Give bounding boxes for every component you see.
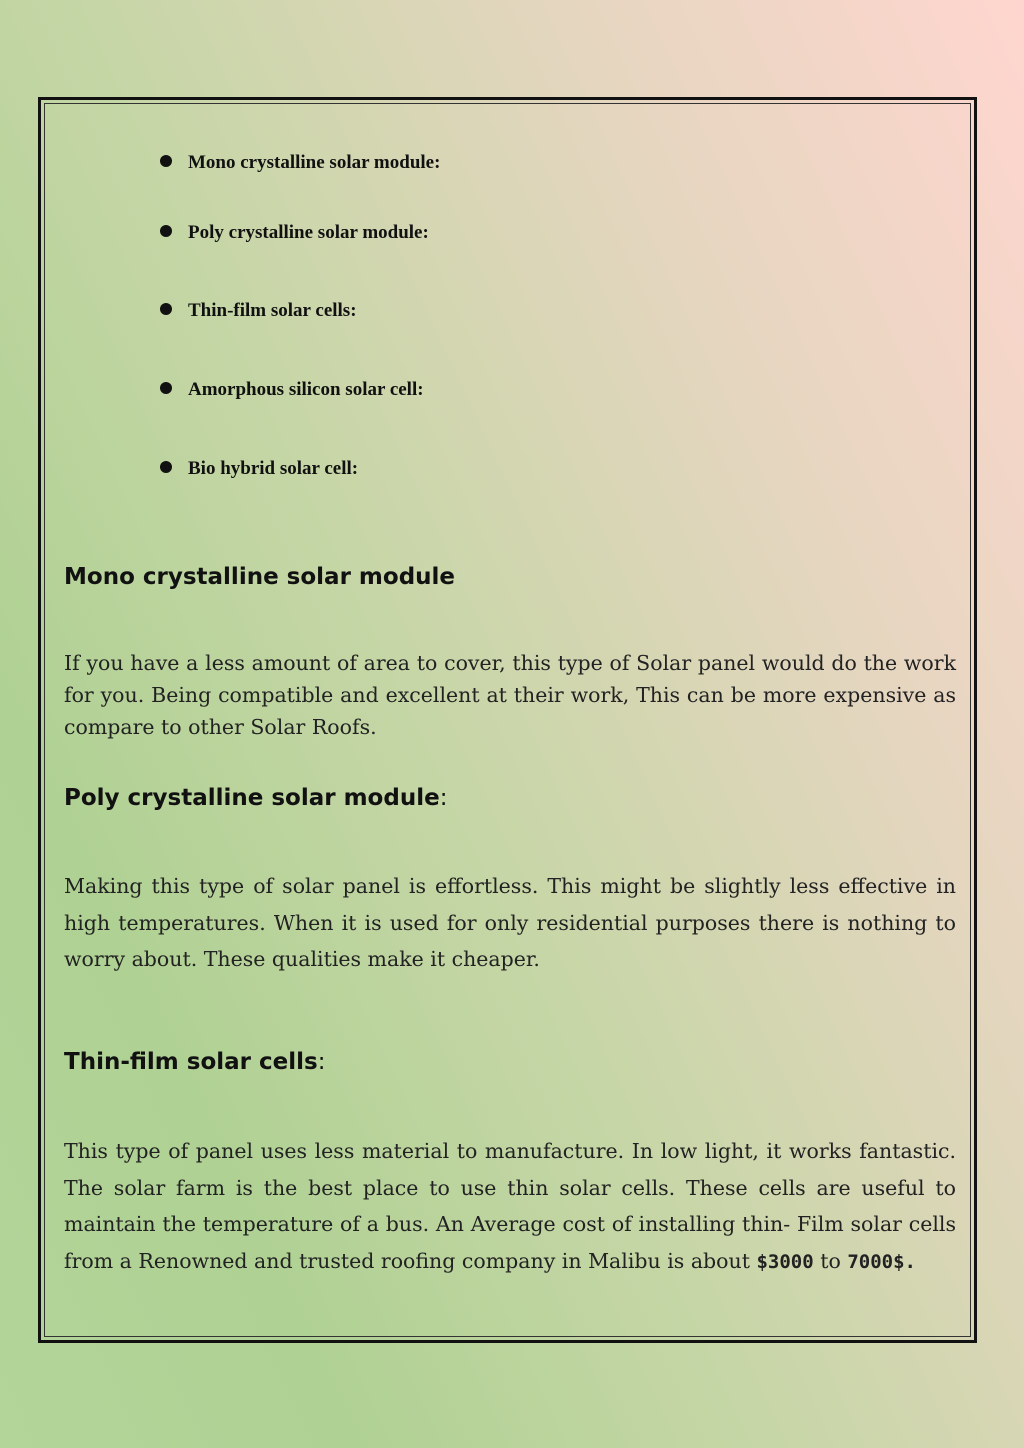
bullet-icon <box>160 155 172 167</box>
bullet-icon <box>160 382 172 394</box>
section-heading-mono: Mono crystalline solar module <box>64 564 456 590</box>
bullet-icon <box>160 225 172 237</box>
price-high: 7000$ <box>847 1250 905 1273</box>
topic-item-mono: Mono crystalline solar module: <box>160 152 440 174</box>
section-heading-poly: Poly crystalline solar module: <box>64 785 448 811</box>
topic-item-bio-hybrid: Bio hybrid solar cell: <box>160 458 358 480</box>
bullet-icon <box>160 303 172 315</box>
bullet-icon <box>160 461 172 473</box>
section-body-thin-film: This type of panel uses less material to manufacture. In low light, it works fantastic. The solar farm is the best place to use thin solar cells. These cells are useful to maintain the temperature of a bus. An Average cost of installing thin- Film solar cells from a Renowned and trusted roofing company in Malibu is about $3000 to 7000$. <box>64 1139 956 1273</box>
topic-item-amorphous: Amorphous silicon solar cell: <box>160 379 424 401</box>
price-low: $3000 <box>756 1250 814 1273</box>
section-body-poly: Making this type of solar panel is effortless. This might be slightly less effective in high temperatures. When it is used for only residential purposes there is nothing to worry about. These qualities make it cheaper. <box>64 874 956 971</box>
section-heading-thin-film: Thin-film solar cells: <box>64 1049 326 1075</box>
topic-item-thin-film: Thin-film solar cells: <box>160 300 357 322</box>
section-body-mono: If you have a less amount of area to cover, this type of Solar panel would do the work for you. Being compatible and excellent at their work, This can be more expensive as compare to other Solar Roofs. <box>64 651 956 739</box>
topic-item-poly: Poly crystalline solar module: <box>160 222 429 244</box>
